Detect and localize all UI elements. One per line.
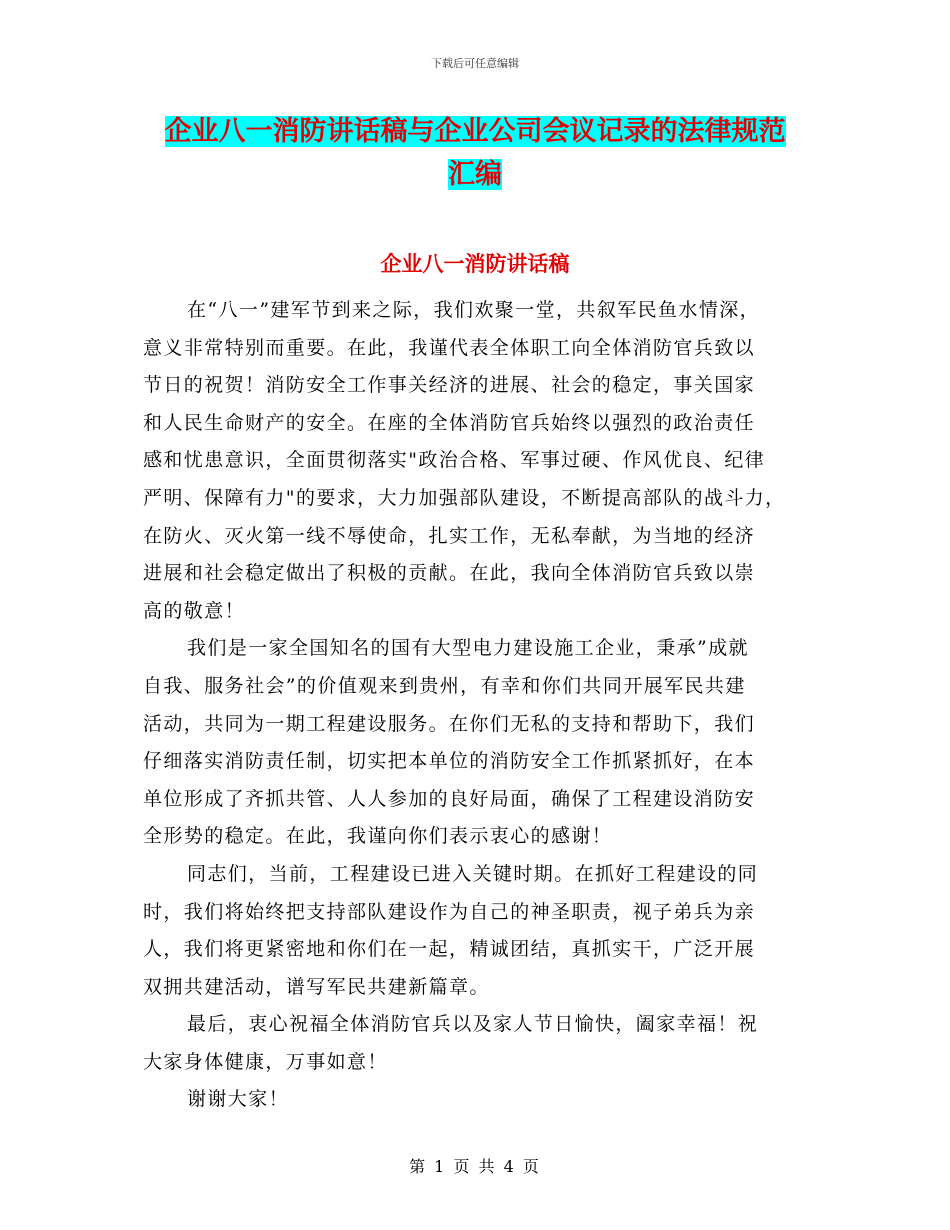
speech-body xyxy=(143,292,818,1119)
body-line: 谢谢大家！ xyxy=(187,1088,290,1111)
body-line: 自我、服务社会”的价值观来到贵州，有幸和你们共同开展军民共建 xyxy=(143,674,746,697)
body-line: 同志们，当前，工程建设已进入关键时期。在抓好工程建设的同 xyxy=(187,862,759,885)
body-line: 活动，共同为一期工程建设服务。在你们无私的支持和帮助下，我们 xyxy=(143,712,756,735)
body-line: 严明、保障有力"的要求，大力加强部队建设，不断提高部队的战斗力， xyxy=(143,486,786,509)
body-line: 仔细落实消防责任制，切实把本单位的消防安全工作抓紧抓好，在本 xyxy=(143,750,756,773)
body-line: 高的敬意！ xyxy=(143,599,246,622)
body-line: 进展和社会稳定做出了积极的贡献。在此，我向全体消防官兵致以崇 xyxy=(143,562,756,585)
page-footer: 第 1 页 共 4 页 xyxy=(409,1157,541,1176)
body-line: 和人民生命财产的安全。在座的全体消防官兵始终以强烈的政治责任 xyxy=(143,411,756,434)
body-line: 感和忧患意识，全面贯彻落实"政治合格、军事过硬、作风优良、纪律 xyxy=(143,449,766,472)
title-line-1: 企业八一消防讲话稿与企业公司会议记录的法律规范 xyxy=(164,116,786,147)
header-note: 下载后可任意编辑 xyxy=(431,57,519,70)
body-line: 最后，衷心祝福全体消防官兵以及家人节日愉快，阖家幸福！祝 xyxy=(187,1013,759,1036)
body-line: 时，我们将始终把支持部队建设作为自己的神圣职责，视子弟兵为亲 xyxy=(143,900,756,923)
body-line: 在“八一”建军节到来之际，我们欢聚一堂，共叙军民鱼水情深， xyxy=(187,299,761,321)
body-line: 大家身体健康，万事如意！ xyxy=(143,1050,388,1073)
section-title: 企业八一消防讲话稿 xyxy=(380,251,570,276)
body-line: 全形势的稳定。在此，我谨向你们表示衷心的感谢！ xyxy=(143,825,613,848)
body-line: 双拥共建活动，谱写军民共建新篇章。 xyxy=(143,975,490,998)
body-line: 单位形成了齐抓共管、人人参加的良好局面，确保了工程建设消防安 xyxy=(143,787,756,810)
body-line: 在防火、灭火第一线不辱使命，扎实工作，无私奉献，为当地的经济 xyxy=(143,524,756,547)
title-line-2: 汇编 xyxy=(448,159,502,190)
body-line: 意义非常特别而重要。在此，我谨代表全体职工向全体消防官兵致以 xyxy=(143,336,756,359)
body-line: 我们是一家全国知名的国有大型电力建设施工企业，秉承”成就 xyxy=(187,637,749,660)
body-line: 人，我们将更紧密地和你们在一起，精诚团结，真抓实干，广泛开展 xyxy=(143,938,756,961)
document-title xyxy=(140,110,810,196)
body-line: 节日的祝贺！消防安全工作事关经济的进展、社会的稳定，事关国家 xyxy=(143,374,756,397)
